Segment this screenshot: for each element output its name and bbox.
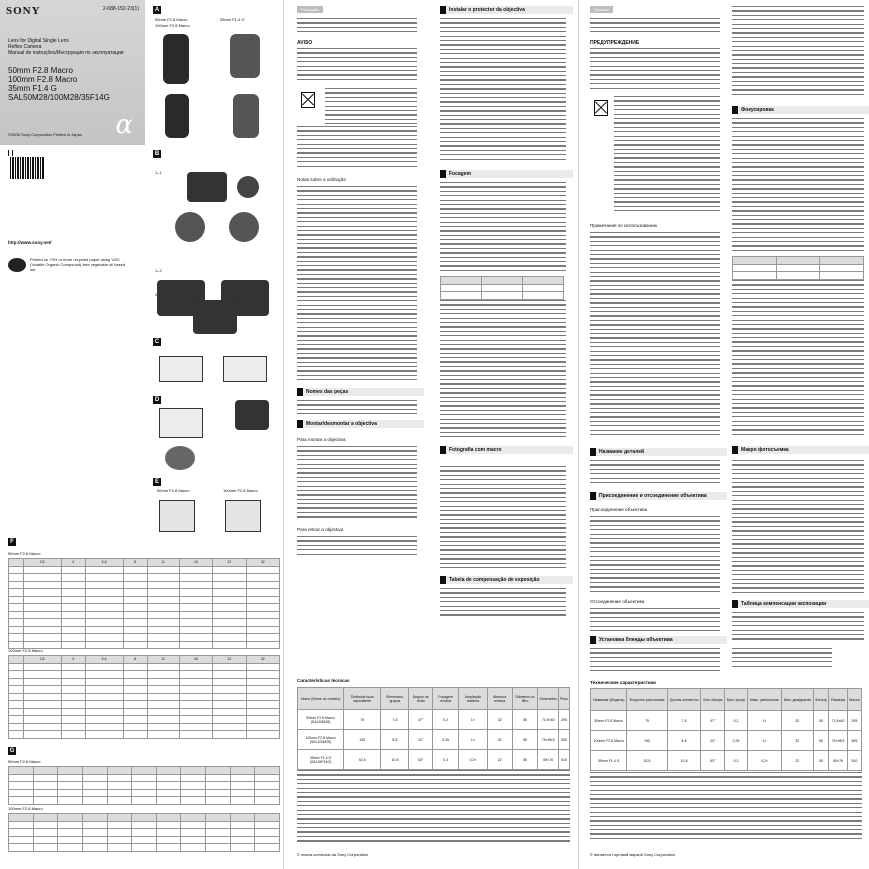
disposal-icon xyxy=(594,100,608,116)
body-text xyxy=(732,280,864,440)
subsection-heading: Отсоединение объектива xyxy=(590,599,645,604)
figure-label-b: B xyxy=(154,151,160,157)
body-text xyxy=(440,182,566,274)
part-number: 2-688-152-23(1) xyxy=(102,6,139,12)
camera-illustration xyxy=(193,300,237,334)
exposure-table-f-a: 2,8 4 5,6 8 11 16 22 32 xyxy=(8,558,280,649)
disposal-icon xyxy=(301,92,315,108)
figures-column xyxy=(145,0,280,869)
body-text xyxy=(590,18,720,36)
table-g-title-b: 100mm F2.8 Macro xyxy=(8,806,43,811)
spec-title: Технические характеристики xyxy=(590,680,656,685)
language-tag: Português xyxy=(297,6,323,13)
recycle-note: Printed on 70% or more recycled paper using VOC (Volatile Organic Compound)-free vegetable oil based ink. xyxy=(30,257,126,272)
lens-hood-illustration xyxy=(159,356,203,382)
spec-table-pt: Nome (Nome do modelo) Distância focal equivalente Elementos-grupos Ângulo de visão Focagem mínima Ampliação máxima Abertura mínima Diâmetro do filtro Dimensões Peso 50mm F2.8 Macro (SAL50M28) 75 7-6 47° 0,2 1× 32 55 71,5×60 295 100mm F2.8 Macro (SAL100M28) 150 8-8 24° 0,35 1× 32 55 75×98,5 505 35mm F1.4 G (SAL35F14G) 52,5 10-8 63° 0,3 0,2× 22 55 69×76 510 xyxy=(297,687,570,770)
body-text xyxy=(732,6,864,100)
spec-title: Características técnicas xyxy=(297,678,350,683)
figure-label-a: A xyxy=(154,7,160,13)
section-heading: Notas sobre a utilização xyxy=(297,177,347,182)
body-text xyxy=(297,186,417,384)
fold-line xyxy=(283,0,284,869)
section-heading: Фокусировка xyxy=(732,106,869,114)
cover-title xyxy=(8,38,124,56)
lens-cap-illustration xyxy=(237,176,259,198)
spec-notes xyxy=(590,772,862,844)
section-heading: Montar/desmontar a objectiva xyxy=(297,420,424,428)
lens-name: 35mm F1.4 G xyxy=(8,84,57,93)
body-text xyxy=(297,48,417,82)
figure-caption: 50mm F2.8 Macro xyxy=(155,17,188,22)
fold-line xyxy=(578,0,579,869)
barcode xyxy=(10,157,44,179)
body-text xyxy=(590,608,720,634)
alpha-logo: α xyxy=(115,110,133,140)
body-text xyxy=(297,536,417,556)
focus-switch-illustration xyxy=(165,446,195,470)
figure-caption: 50mm F2.8 Macro xyxy=(157,488,190,493)
body-text xyxy=(732,612,864,642)
section-heading: Примечания по использованию xyxy=(590,223,658,228)
figure-label-e: E xyxy=(154,479,159,485)
subsection-heading: Para montar a objectiva xyxy=(297,437,346,442)
title-line: Lens for Digital Single Lens xyxy=(8,38,69,44)
camera-illustration xyxy=(187,172,227,202)
body-text xyxy=(297,126,417,170)
body-text xyxy=(732,118,864,256)
cover-panel xyxy=(0,0,145,145)
recycle-icon xyxy=(8,258,26,272)
body-text xyxy=(590,232,720,442)
body-text xyxy=(614,96,720,216)
figure-label-g: G xyxy=(9,748,15,754)
body-text xyxy=(590,460,720,486)
lens-name: 50mm F2.8 Macro xyxy=(8,66,73,75)
focus-ring-illustration xyxy=(159,408,203,438)
step-label: 1–1 xyxy=(155,170,162,175)
step-label: 2 xyxy=(155,292,158,297)
lens-illustration xyxy=(165,94,189,138)
focus-limiter-table xyxy=(732,256,864,280)
subsection-heading: Para retirar a objectiva xyxy=(297,527,344,532)
figure-label-c: C xyxy=(154,339,160,345)
body-text xyxy=(440,300,566,440)
figure-caption: 100mm F2.8 Macro xyxy=(223,488,258,493)
table-f-title-b: 100mm F2.8 Macro xyxy=(8,648,43,653)
trademark-footer: © является торговой маркой Sony Corporation xyxy=(590,852,676,857)
rear-cap-illustration xyxy=(229,212,259,242)
section-heading: Fotografia com macro xyxy=(440,446,573,454)
section-heading: Focagem xyxy=(440,170,573,178)
lens-illustration xyxy=(163,34,189,84)
body-text xyxy=(590,516,720,594)
title-line: Reflex Camera xyxy=(8,44,42,50)
section-heading: Установка бленды объектива xyxy=(590,636,727,644)
section-heading: Название деталей xyxy=(590,448,727,456)
scale-illustration xyxy=(159,500,195,532)
body-text xyxy=(297,400,417,416)
body-text xyxy=(440,466,566,570)
registration-mark xyxy=(8,150,13,156)
figure-label-f: F xyxy=(8,538,16,546)
brand-logo: SONY xyxy=(6,5,41,17)
title-line: Manual de instruções/Инструкция по эксплуатации xyxy=(8,50,124,56)
camera-illustration xyxy=(235,400,269,430)
lens-illustration xyxy=(233,94,259,138)
focus-limiter-table xyxy=(440,276,564,300)
body-text xyxy=(590,48,720,92)
trademark-footer: © marca comercial da Sony Corporation xyxy=(297,852,369,857)
exposure-table-f-b: 2,8 4 5,6 8 11 16 22 32 xyxy=(8,655,280,739)
body-text xyxy=(590,648,720,674)
figure-caption: 35mm F1.4 G xyxy=(220,17,245,22)
body-text xyxy=(440,18,566,164)
spec-notes xyxy=(297,770,570,846)
rear-cap-illustration xyxy=(175,212,205,242)
scale-illustration xyxy=(225,500,261,532)
lens-list xyxy=(8,66,110,102)
warning-heading: ПРЕДУПРЕЖДЕНИЕ xyxy=(590,40,640,46)
figure-label-d: D xyxy=(154,397,160,403)
contact-block xyxy=(732,648,832,672)
section-heading: Таблица компенсации экспозиции xyxy=(732,600,869,608)
section-heading: Tabela de compensação de exposição xyxy=(440,576,573,584)
table-g-title-a: 50mm F2.8 Macro xyxy=(8,759,41,764)
body-text xyxy=(440,588,566,618)
body-text xyxy=(297,18,417,36)
lens-name: 100mm F2.8 Macro xyxy=(8,75,78,84)
lens-hood-illustration xyxy=(223,356,267,382)
copyright: ©2006 Sony Corporation Printed in Japan xyxy=(8,132,83,137)
body-text xyxy=(297,446,417,522)
section-heading: Присоединение и отсоединение объектива xyxy=(590,492,727,500)
body-text xyxy=(325,88,417,124)
section-heading: Instalar o protector da objectiva xyxy=(440,6,573,14)
section-heading: Макро фотосъемка xyxy=(732,446,869,454)
figure-caption: 100mm F2.8 Macro xyxy=(155,23,190,28)
warning-heading: AVISO xyxy=(297,40,313,46)
spec-table-ru: Название (Модель) Фокусное расстояние Группы-элементы Угол обзора Мин. фокус Макс. увеличение Мин. диафрагма Фильтр Размеры Масса 50mm F2.8 Macro 75 7-6 47° 0,2 1× 32 55 71,5×60 295 100mm F2.8 Macro 150 8-8 24° 0,35 1× 32 55 75×98,5 505 35mm F1.4 G 52,5 10-8 63° 0,3 0,2× 22 55 69×76 510 xyxy=(590,688,862,771)
website-url: http://www.sony.net/ xyxy=(8,240,52,245)
body-text xyxy=(732,460,864,596)
section-heading: Nomes das peças xyxy=(297,388,424,396)
step-label: 1–2 xyxy=(155,268,162,273)
lens-illustration xyxy=(230,34,260,78)
table-f-title-a: 50mm F2.8 Macro xyxy=(8,551,41,556)
model-numbers: SAL50M28/100M28/35F14G xyxy=(8,93,110,102)
subsection-heading: Присоединение объектива xyxy=(590,507,648,512)
language-tag: Русский xyxy=(590,6,613,13)
